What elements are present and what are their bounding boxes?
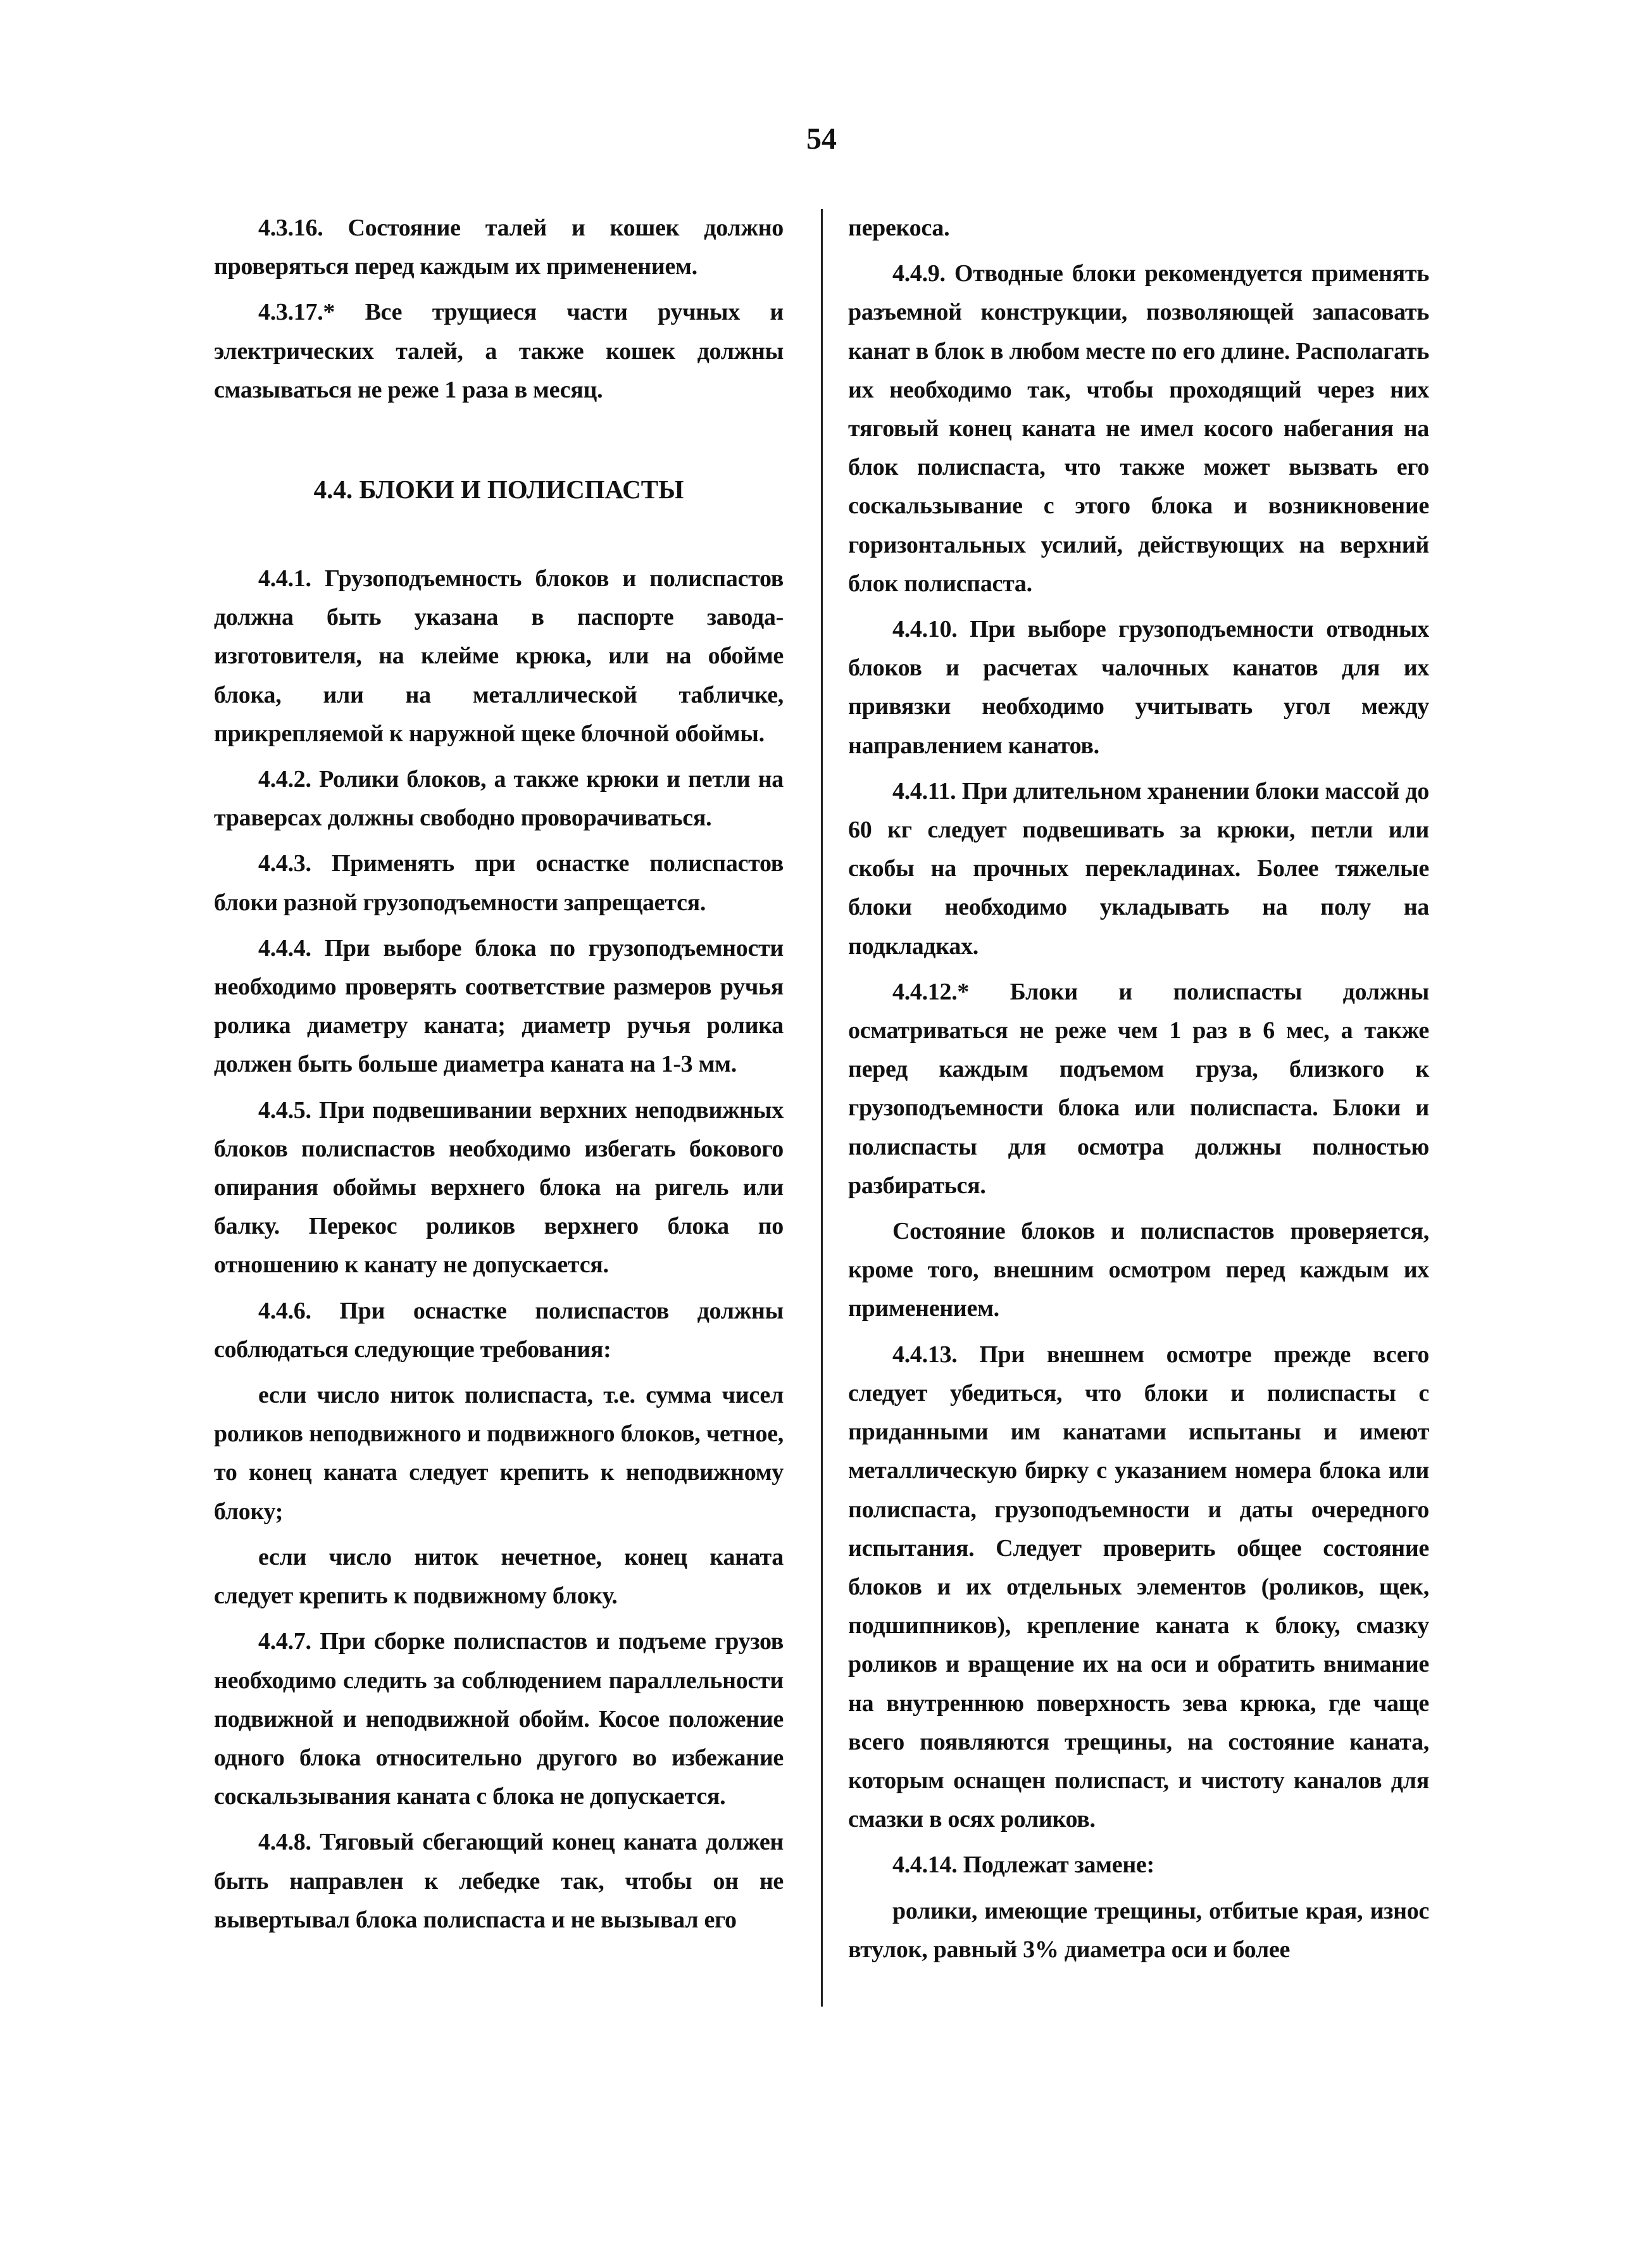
- paragraph-4-4-3: 4.4.3. Применять при оснастке полиспастов блоки разной грузоподъемности запрещается.: [214, 850, 784, 916]
- page-number: 54: [806, 122, 837, 156]
- paragraph-4-4-9: 4.4.9. Отводные блоки рекомендуется применять разъемной конструкции, позволяющей запасовать канат в блок в любом месте по его длине. Располагать их необходимо так, чтобы проходящий через них тяговый конец каната не имел косого набегания на блок полиспаста, что также может вызвать его соскальзывание с этого блока и возникновение горизонтальных усилий, действующих на верхний блок полиспаста.: [848, 260, 1429, 597]
- paragraph-4-4-2: 4.4.2. Ролики блоков, а также крюки и петли на траверсах должны свободно проворачиваться.: [214, 766, 784, 832]
- paragraph-4-4-12-b: Состояние блоков и полиспастов проверяется, кроме того, внешним осмотром перед каждым их применением.: [848, 1218, 1429, 1322]
- left-column: [214, 209, 784, 1939]
- paragraph-4-4-11: 4.4.11. При длительном хранении блоки массой до 60 кг следует подвешивать за крюки, петли или скобы на прочных перекладинах. Более тяжелые блоки необходимо укладывать на полу на подкладках.: [848, 777, 1429, 960]
- paragraph-4-4-10: 4.4.10. При выборе грузоподъемности отводных блоков и расчетах чалочных канатов для их привязки необходимо учитывать угол между направлением канатов.: [848, 616, 1429, 759]
- paragraph-4-4-1: 4.4.1. Грузоподъемность блоков и полиспастов должна быть указана в паспорте завода-изготовителя, на клейме крюка, или на обойме блока, или на металлической табличке, прикрепляемой к наружной щеке блочной обоймы.: [214, 565, 784, 747]
- section-heading: 4.4. БЛОКИ И ПОЛИСПАСТЫ: [313, 475, 684, 504]
- paragraph-4-4-4: 4.4.4. При выборе блока по грузоподъемности необходимо проверять соответствие размеров ручья ролика диаметру каната; диаметр ручья ролика должен быть больше диаметра каната на 1-3 мм.: [214, 934, 784, 1078]
- paragraph-4-3-16: 4.3.16. Состояние талей и кошек должно проверяться перед каждым их применением.: [214, 215, 784, 280]
- paragraph-4-3-17: 4.3.17.* Все трущиеся части ручных и электрических талей, а также кошек должны смазываться не реже 1 раза в месяц.: [214, 299, 784, 403]
- paragraph-4-4-12: 4.4.12.* Блоки и полиспасты должны осматриваться не реже чем 1 раз в 6 мес, а также перед каждым подъемом груза, близкого к грузоподъемности блока или полиспаста. Блоки и полиспасты для осмотра должны полностью разбираться.: [848, 978, 1429, 1199]
- paragraph-4-4-13: 4.4.13. При внешнем осмотре прежде всего следует убедиться, что блоки и полиспасты с приданными им канатами испытаны и имеют металлическую бирку с указанием номера блока или полиспаста, грузоподъемности и даты очередного испытания. Следует проверить общее состояние блоков и их отдельных элементов (роликов, щек, подшипников), крепление каната к блоку, смазку роликов и вращение их на оси и обратить внимание на внутреннюю поверхность зева крюка, где чаще всего появляются трещины, на состояние каната, которым оснащен полиспаст, и чистоту каналов для смазки в осях роликов.: [848, 1341, 1429, 1833]
- column-divider: [821, 209, 823, 2007]
- paragraph-4-4-6-a: если число ниток полиспаста, т.е. сумма чисел роликов неподвижного и подвижного блоков, четное, то конец каната следует крепить к неподвижному блоку;: [214, 1382, 784, 1525]
- right-column: [848, 209, 1429, 1969]
- paragraph-4-4-7: 4.4.7. При сборке полиспастов и подъеме грузов необходимо следить за соблюдением параллельности подвижной и неподвижной обойм. Косое положение одного блока относительно другого во избежание соскальзывания каната с блока не допускается.: [214, 1628, 784, 1810]
- paragraph-4-4-14-a: ролики, имеющие трещины, отбитые края, износ втулок, равный 3% диаметра оси и более: [848, 1897, 1429, 1963]
- paragraph-4-4-14: 4.4.14. Подлежат замене:: [892, 1851, 1154, 1879]
- paragraph-4-4-6-b: если число ниток нечетное, конец каната следует крепить к подвижному блоку.: [214, 1543, 784, 1610]
- paragraph-continuation: перекоса.: [848, 215, 950, 241]
- paragraph-4-4-8: 4.4.8. Тяговый сбегающий конец каната должен быть направлен к лебедке так, чтобы он не вывертывал блока полиспаста и не вызывал его: [214, 1829, 784, 1933]
- paragraph-4-4-6: 4.4.6. При оснастке полиспастов должны соблюдаться следующие требования:: [214, 1297, 784, 1363]
- paragraph-4-4-5: 4.4.5. При подвешивании верхних неподвижных блоков полиспастов необходимо избегать бокового опирания обоймы верхнего блока на ригель или балку. Перекос роликов верхнего блока по отношению к канату не допускается.: [214, 1096, 784, 1279]
